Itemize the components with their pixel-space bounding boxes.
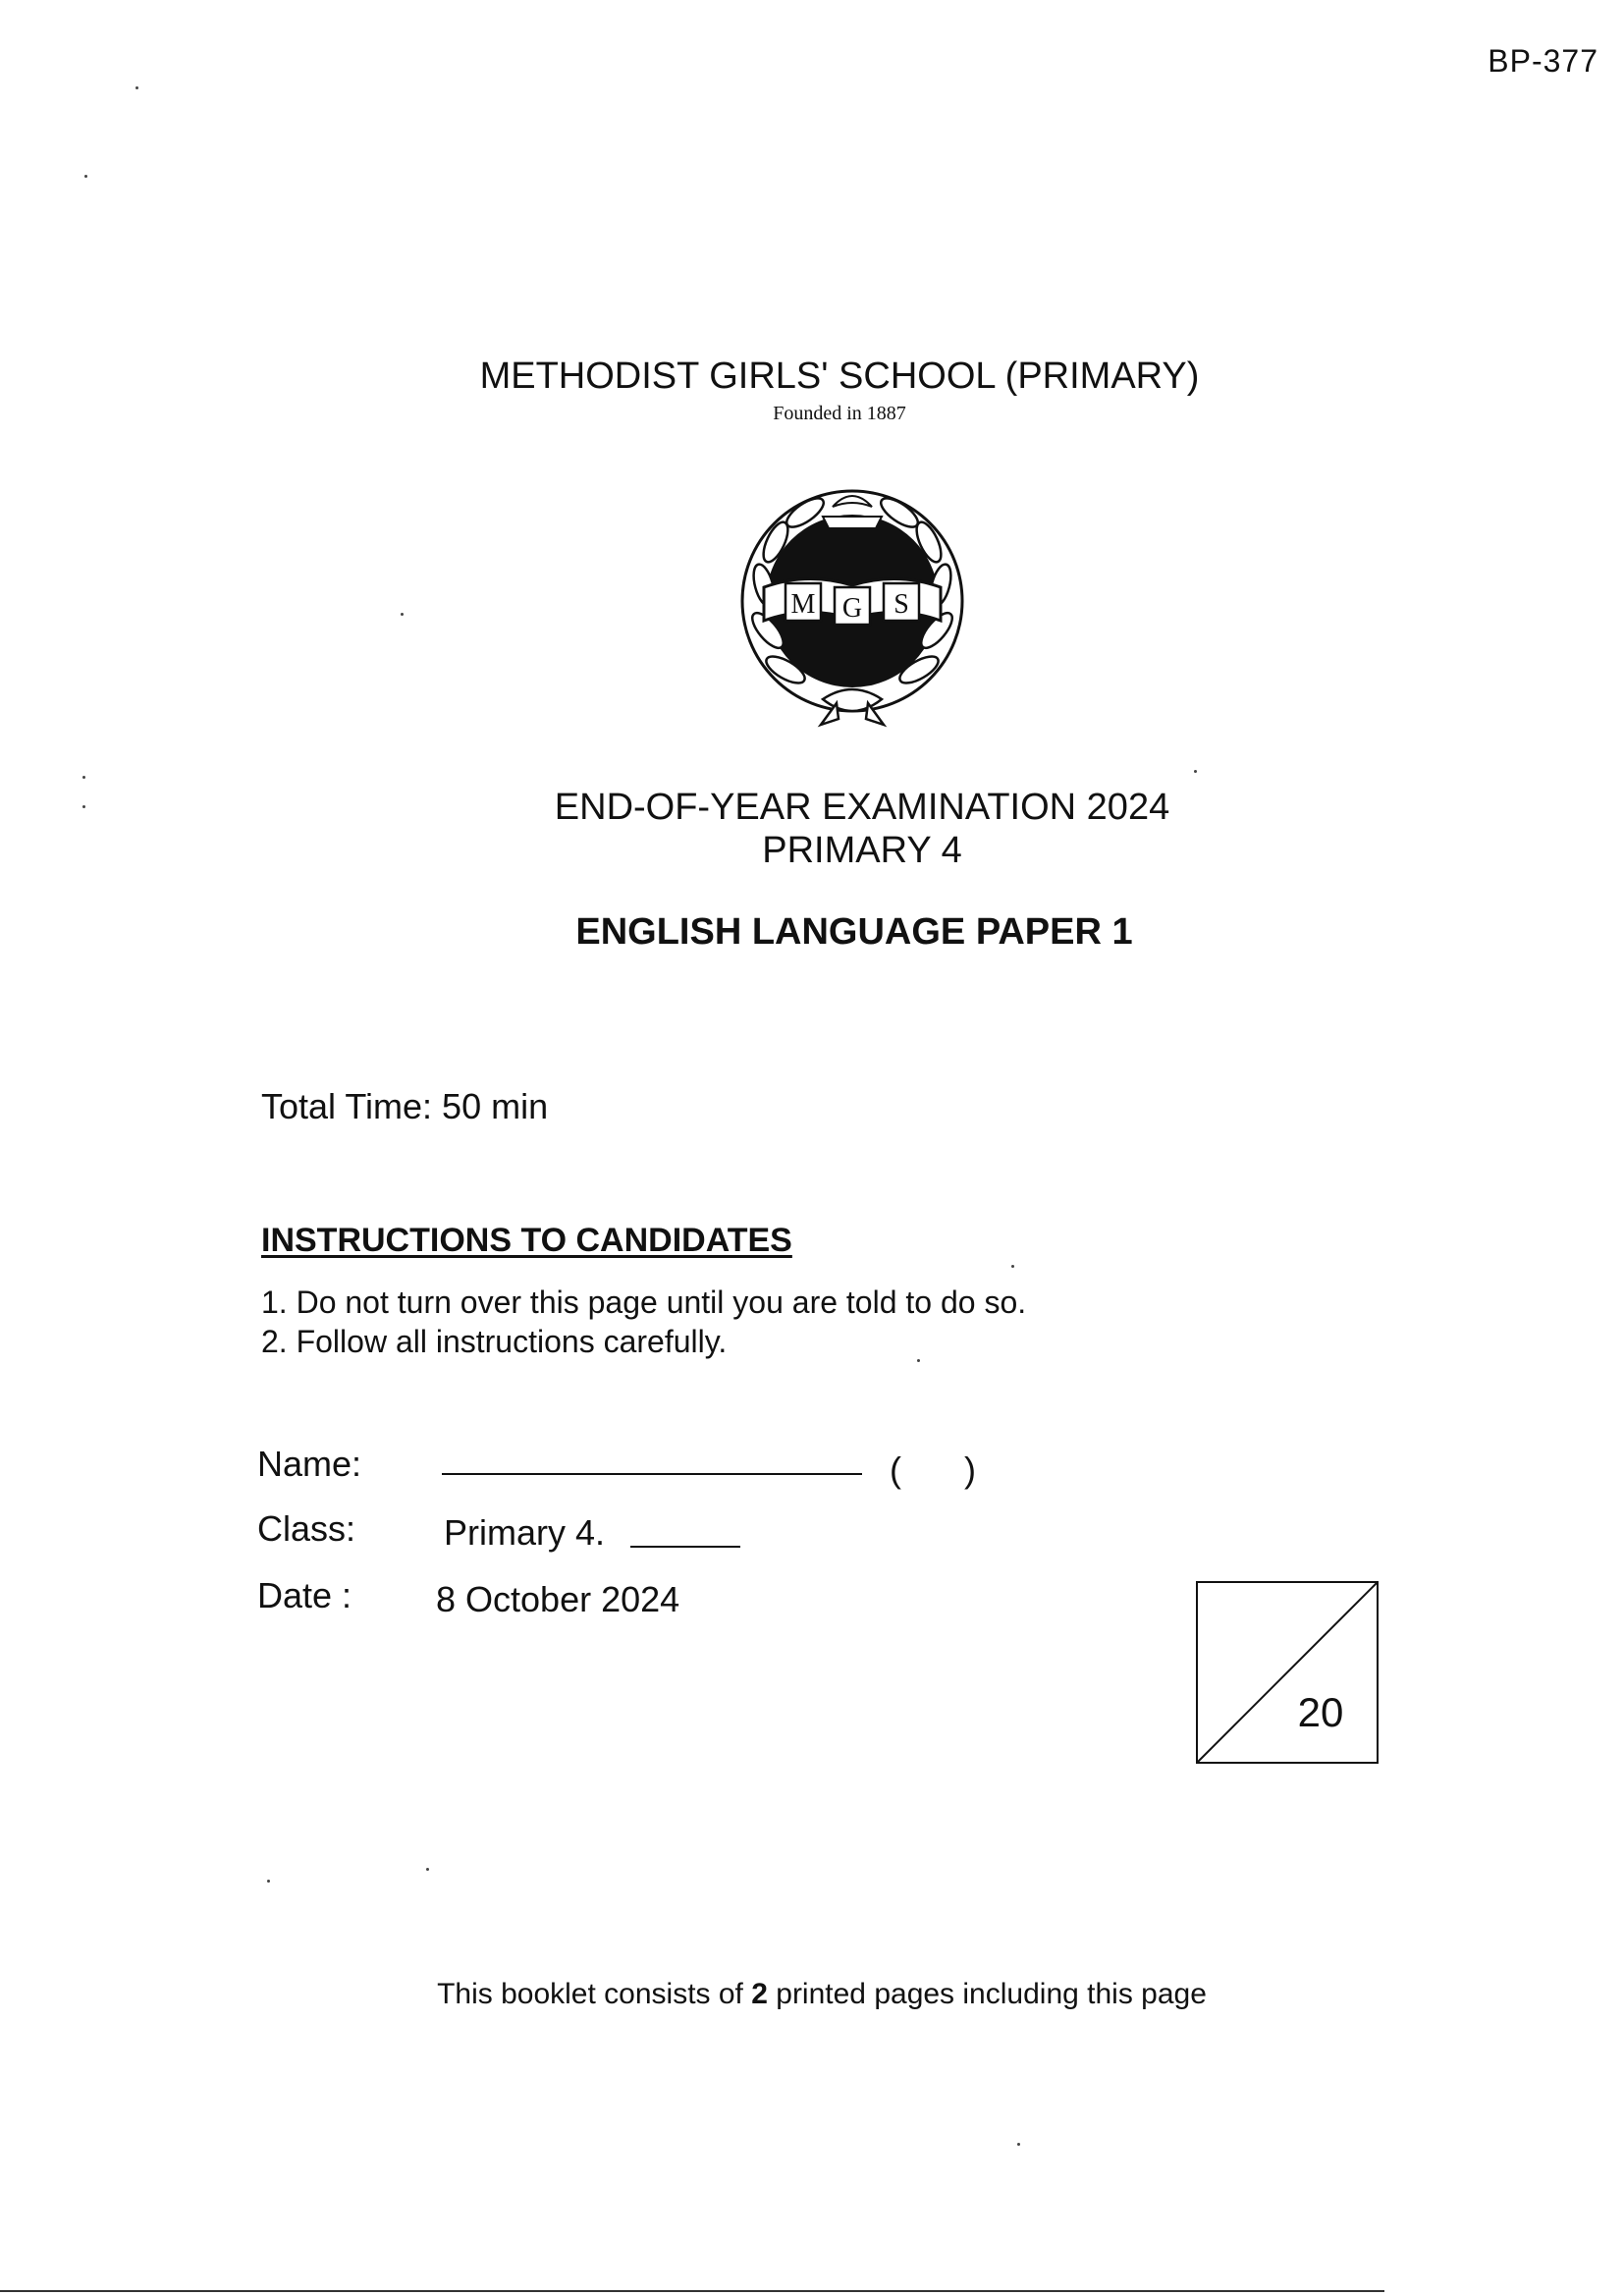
crest-letter-g: G [841, 593, 863, 624]
instructions-heading: INSTRUCTIONS TO CANDIDATES [261, 1222, 792, 1259]
instruction-item: 2. Follow all instructions carefully. [261, 1324, 728, 1359]
score-box[interactable] [1196, 1581, 1379, 1764]
instruction-item: 1. Do not turn over this page until you are told to do so. [261, 1285, 1027, 1320]
scan-speck [401, 613, 404, 616]
school-name: METHODIST GIRLS' SCHOOL (PRIMARY) [479, 355, 1200, 397]
scan-speck [84, 175, 87, 178]
paper-title: ENGLISH LANGUAGE PAPER 1 [575, 911, 1133, 953]
name-label: Name: [257, 1444, 362, 1484]
crest-letter-s: S [893, 589, 909, 620]
register-paren-open: ( [890, 1449, 901, 1490]
booklet-note-end: printed pages including this page [767, 1978, 1207, 2010]
score-max: 20 [1297, 1689, 1344, 1735]
booklet-note [0, 1978, 1624, 2011]
scan-speck [1011, 1265, 1014, 1268]
school-crest-icon [729, 477, 976, 735]
class-value: Primary 4. [444, 1512, 606, 1553]
scan-speck [426, 1868, 429, 1871]
register-number-field[interactable] [913, 1446, 962, 1489]
total-time: Total Time: 50 min [261, 1086, 549, 1126]
scan-speck [267, 1880, 270, 1883]
bottom-rule [0, 2290, 1384, 2292]
instructions-list [261, 1283, 1026, 1361]
scan-speck [82, 805, 85, 808]
exam-title: END-OF-YEAR EXAMINATION 2024 [554, 787, 1170, 828]
scan-speck [1017, 2143, 1020, 2146]
exam-heading [0, 786, 1624, 872]
scan-speck [917, 1359, 920, 1362]
exam-level: PRIMARY 4 [762, 830, 962, 871]
page-count: 2 [751, 1978, 768, 2010]
date-value: 8 October 2024 [436, 1579, 680, 1619]
scan-speck [135, 86, 138, 89]
scan-speck [82, 776, 85, 779]
score-diagonal-icon [1196, 1581, 1379, 1764]
booklet-note-start: This booklet consists of [437, 1978, 752, 2010]
register-paren-close: ) [964, 1449, 976, 1490]
document-code: BP-377 [1488, 43, 1598, 79]
date-label: Date : [257, 1575, 352, 1615]
crest-letter-m: M [790, 589, 816, 620]
name-field[interactable] [442, 1473, 862, 1475]
class-label: Class: [257, 1508, 356, 1549]
founded-year: Founded in 1887 [773, 403, 906, 424]
class-field[interactable] [630, 1546, 740, 1548]
scan-speck [1194, 770, 1197, 773]
